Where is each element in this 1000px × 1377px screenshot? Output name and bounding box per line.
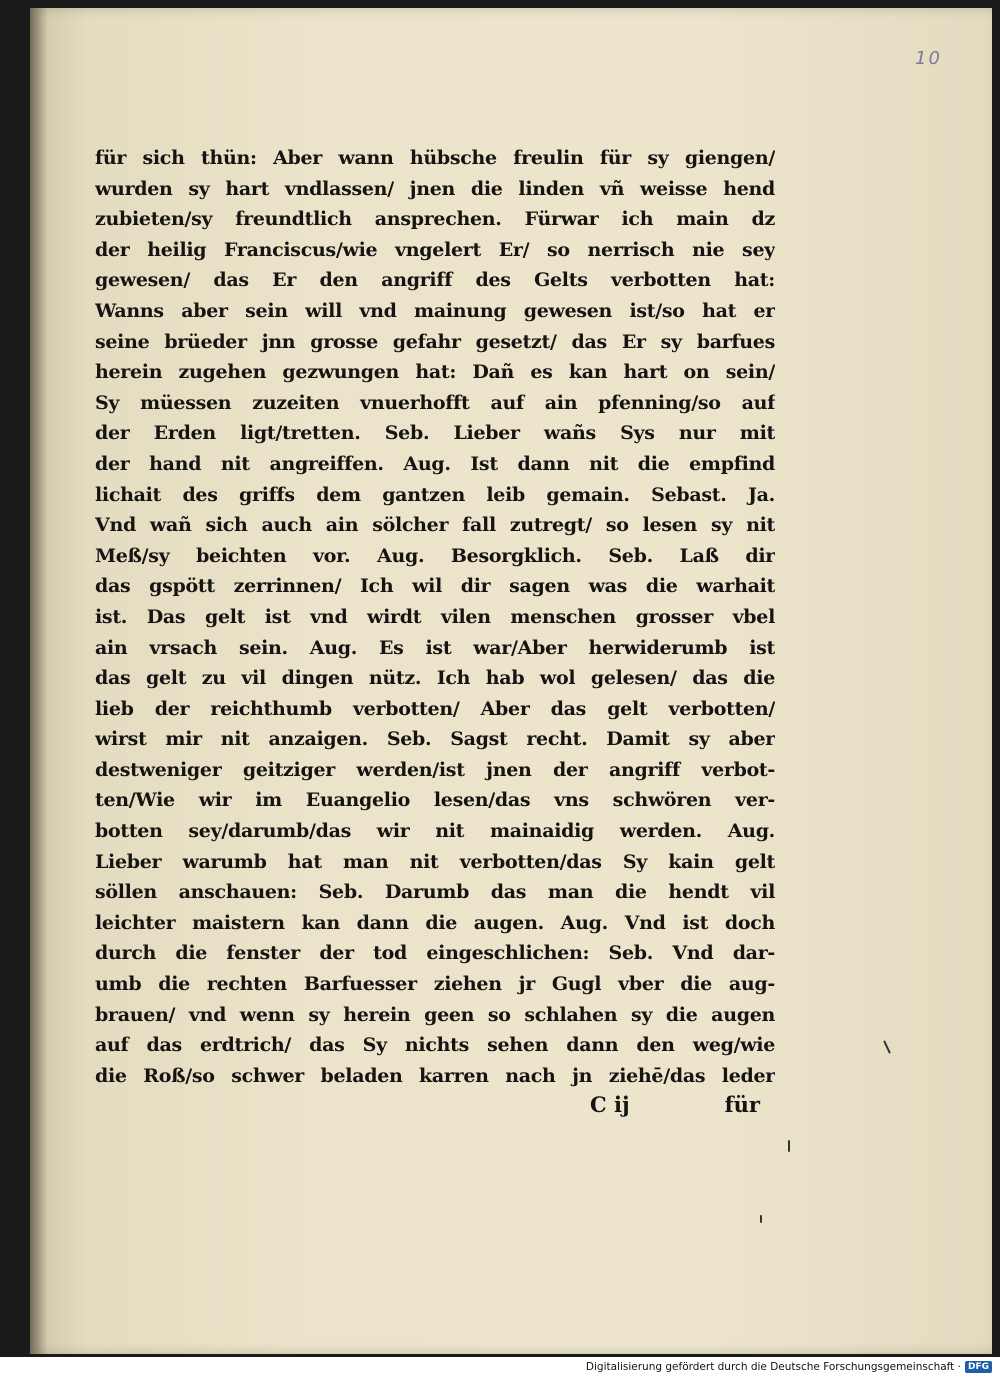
text-line: herein zugehen gezwungen hat: Dañ es kan hart on sein/	[95, 361, 775, 384]
text-line: seine brüeder jnn grosse gefahr gesetzt/ das Er sy barfues	[95, 330, 775, 353]
footer-bar	[0, 1357, 1000, 1377]
text-line: das gelt zu vil dingen nütz. Ich hab wol gelesen/ das die	[95, 667, 775, 690]
footer-credit: Digitalisierung gefördert durch die Deutsche Forschungsgemeinschaft ·	[585, 1361, 961, 1373]
text-line: ist. Das gelt ist vnd wirdt vilen menschen grosser vbel	[95, 605, 775, 628]
text-line: für sich thün: Aber wann hübsche freulin für sy giengen/	[95, 147, 775, 169]
text-block	[95, 143, 775, 1091]
folio-number: 10	[915, 48, 942, 69]
text-line: Wanns aber sein will vnd mainung gewesen ist/so hat er	[95, 299, 775, 322]
text-line: der hand nit angreiffen. Aug. Ist dann nit die empfind	[95, 452, 775, 475]
text-line: lichait des griffs dem gantzen leib gemain. Sebast. Ja.	[95, 483, 775, 506]
text-line: wirst mir nit anzaigen. Seb. Sagst recht. Damit sy aber	[95, 728, 775, 751]
text-line: das gspött zerrinnen/ Ich wil dir sagen was die warhait	[95, 575, 775, 598]
text-line: durch die fenster der tod eingeschlichen: Seb. Vnd dar-	[95, 942, 775, 965]
text-line: ten/Wie wir im Euangelio lesen/das vns schwören ver-	[95, 789, 775, 812]
text-line: zubieten/sy freundtlich ansprechen. Fürwar ich main dz	[95, 208, 775, 231]
ink-speck	[788, 1140, 790, 1152]
signature-line	[590, 1092, 760, 1117]
text-line: Lieber warumb hat man nit verbotten/das Sy kain gelt	[95, 850, 775, 873]
text-line: wurden sy hart vndlassen/ jnen die linden vñ weisse hend	[95, 177, 775, 200]
text-line: lieb der reichthumb verbotten/ Aber das gelt verbotten/	[95, 697, 775, 720]
text-line: destweniger geitziger werden/ist jnen der angriff verbot-	[95, 758, 775, 781]
text-line: söllen anschauen: Seb. Darumb das man die hendt vil	[95, 881, 775, 904]
text-line: botten sey/darumb/das wir nit mainaidig werden. Aug.	[95, 820, 775, 843]
text-line: brauen/ vnd wenn sy herein geen so schlahen sy die augen	[95, 1003, 775, 1026]
text-line: gewesen/ das Er den angriff des Gelts verbotten hat:	[95, 269, 775, 292]
text-line: die Roß/so schwer beladen karren nach jn ziehē/das leder	[95, 1064, 775, 1087]
text-line: leichter maistern kan dann die augen. Aug. Vnd ist doch	[95, 911, 775, 934]
text-line: Vnd wañ sich auch ain sölcher fall zutregt/ so lesen sy nit	[95, 514, 775, 537]
text-line: auf das erdtrich/ das Sy nichts sehen dann den weg/wie	[95, 1034, 775, 1057]
ink-speck	[760, 1215, 762, 1223]
text-line: der heilig Franciscus/wie vngelert Er/ so nerrisch nie sey	[95, 238, 775, 261]
text-line: der Erden ligt/tretten. Seb. Lieber wañs Sys nur mit	[95, 422, 775, 445]
dfg-logo: DFG	[965, 1361, 992, 1373]
text-line: ain vrsach sein. Aug. Es ist war/Aber herwiderumb ist	[95, 636, 775, 659]
catchword: für	[724, 1092, 760, 1117]
text-line: Sy müessen zuzeiten vnuerhofft auf ain pfenning/so auf	[95, 391, 775, 414]
text-line: umb die rechten Barfuesser ziehen jr Gugl vber die aug-	[95, 973, 775, 996]
page-gutter-shadow	[30, 8, 48, 1354]
text-line: Meß/sy beichten vor. Aug. Besorgklich. Seb. Laß dir	[95, 544, 775, 567]
signature-mark: C ij	[590, 1092, 630, 1117]
